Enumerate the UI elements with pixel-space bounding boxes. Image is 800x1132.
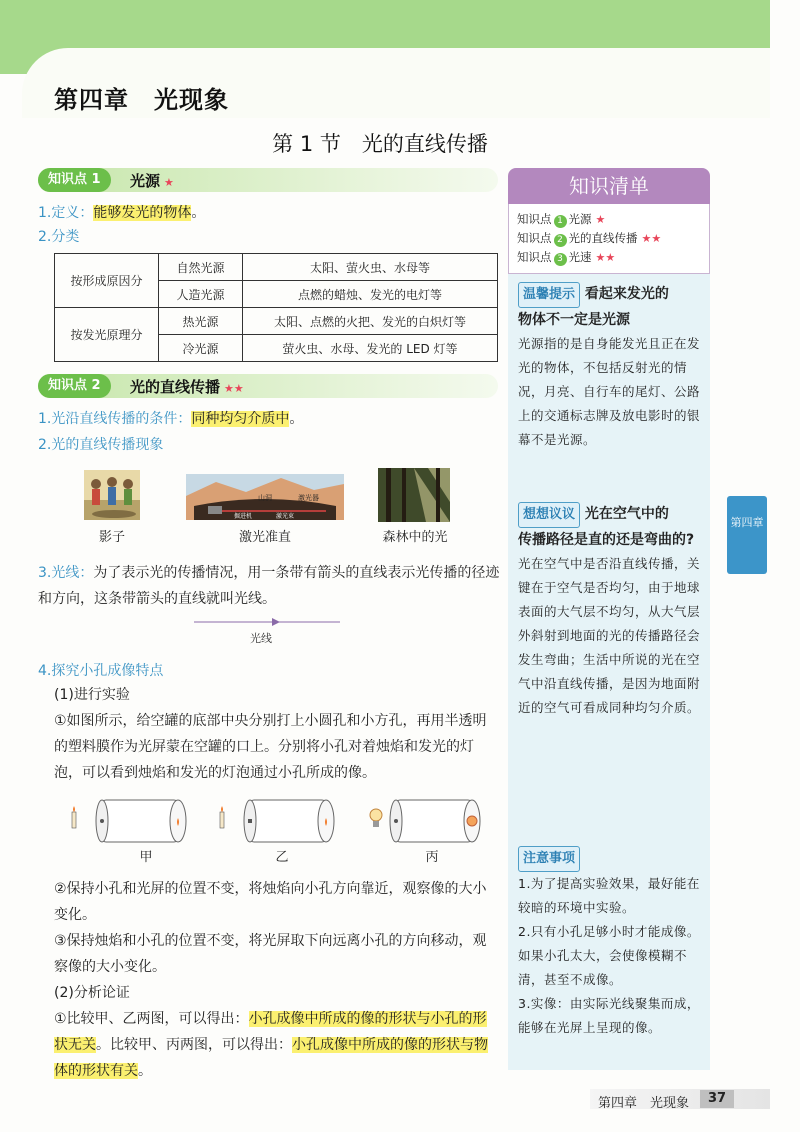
list-item-label: 知识点 [517,212,552,226]
think-box [518,502,708,720]
experiment-step-2: ②保持小孔和光屏的位置不变，将烛焰向小孔方向靠近，观察像的大小变化。 [54,881,487,923]
star-icon: ★★ [224,382,244,395]
tip-box [518,282,708,452]
list-item-label: 知识点 [517,250,552,264]
experiment-step-heading: (1)进行实验 [54,687,130,703]
laser-tunnel-image [186,474,344,520]
light-ray-caption: 光线 [250,632,272,645]
list-item-text: 光源 [568,212,592,226]
note-item: 1.为了提高实验效果，最好能在较暗的环境中实验。 [518,876,700,915]
note-tag: 注意事项 [518,846,580,872]
analysis-conclusion [54,1006,500,1084]
note-heading [518,846,708,872]
star-icon: ★★ [595,251,616,264]
table-cell: 人造光源 [159,281,243,308]
kp2-title-text: 光的直线传播 [130,378,221,396]
figure-c [370,800,480,842]
kp2-badge: 知识点 2 [38,374,111,398]
list-item-text: 光的直线传播 [568,231,638,245]
think-heading-b: 传播路径是直的还是弯曲的? [518,532,695,548]
knowledge-list-items [508,204,710,274]
table-cell: 太阳、点燃的火把、发光的白炽灯等 [243,308,498,335]
tip-tag: 温馨提示 [518,282,580,308]
kp2-bar [38,374,498,398]
experiment-title: 4.探究小孔成像特点 [38,663,164,679]
table-cell: 点燃的蜡烛、发光的电灯等 [243,281,498,308]
star-icon: ★ [595,213,606,226]
note-box [518,846,708,1040]
condition-line [38,408,303,428]
table-cell: 热光源 [159,308,243,335]
laser-label-machine: 掘进机 [234,513,253,520]
tip-heading-a: 看起来发光的 [584,286,669,302]
condition-end: 。 [289,411,304,427]
think-heading-a: 光在空气中的 [584,506,669,522]
classification-label: 2.分类 [38,229,80,245]
table-group-cell: 按发光原理分 [55,308,159,362]
list-item-number: 1 [554,215,567,228]
table-cell: 萤火虫、水母、发光的 LED 灯等 [243,335,498,362]
knowledge-list-title: 知识清单 [508,168,710,204]
forest-caption: 森林中的光 [382,530,448,545]
figure-a-label: 甲 [139,850,153,865]
condition-value: 同种均匀介质中 [191,411,290,427]
table-row [55,254,498,281]
analysis-heading: (2)分析论证 [54,985,130,1001]
footer-title: 第四章 光现象 [598,1096,690,1111]
table-cell: 自然光源 [159,254,243,281]
list-item-number: 3 [554,253,567,266]
tip-body: 光源指的是自身能发光且正在发光的物体，不包括反射光的情况，月亮、自行车的尾灯、公路上的交通标志牌及放电影时的银幕不是光源。 [518,336,701,447]
laser-label-beam: 激光束 [276,513,295,520]
conclusion-highlight-2: 小孔成像中所成的像的形状与物体的形状有关 [54,1037,488,1079]
kp1-badge: 知识点 1 [38,168,111,192]
list-item-text: 光速 [568,250,592,264]
table-cell: 冷光源 [159,335,243,362]
figure-b-label: 乙 [275,850,289,865]
think-body: 光在空气中是否沿直线传播，关键在于空气是否均匀，由于地球表面的大气层不均匀，从大气层外斜射到地面的光的传播路径会发生弯曲；生活中所说的光在空气中沿直线传播，是因为地面附近的空气可看成同种均匀介质。 [518,556,701,715]
figure-a [72,800,186,842]
light-ray-arrow [194,616,344,628]
knowledge-list [508,168,710,274]
pinhole-figure [66,796,516,848]
note-item: 2.只有小孔足够小时才能成像。如果小孔太大，会使像模糊不清，甚至不成像。 [518,924,700,987]
list-item-label: 知识点 [517,231,552,245]
tip-heading [518,282,708,308]
forest-light-image [378,468,450,522]
laser-label-cave: 山洞 [258,494,272,502]
definition-value: 能够发光的物体 [93,205,192,221]
definition-line [38,202,205,222]
experiment-step-1: ①如图所示，给空罐的底部中央分别打上小圆孔和小方孔，再用半透明的塑料膜作为光屏蒙在空罐的口上。分别将小孔对着烛焰和发光的灯泡，可以看到烛焰和发光的灯泡通过小孔所成的像。 [54,713,487,781]
think-heading [518,502,708,528]
light-ray-label: 3.光线： [38,565,94,581]
shadow-caption: 影子 [98,530,125,545]
conclusion-intro: ①比较甲、乙两图，可以得出： [54,1011,249,1027]
light-source-table [54,253,498,362]
laser-caption: 激光准直 [238,530,291,545]
kp1-title [130,170,174,191]
star-icon: ★★ [641,232,662,245]
think-tag: 想想议议 [518,502,580,528]
table-group-cell: 按形成原因分 [55,254,159,308]
definition-end: 。 [191,205,206,221]
list-item [517,229,701,248]
light-ray-text: 为了表示光的传播情况，用一条带有箭头的直线表示光传播的径迹和方向，这条带箭头的直线就叫光线。 [38,565,500,607]
laser-label-device: 激光器 [298,494,319,502]
kp2-title [130,376,244,397]
phenomena-label: 2.光的直线传播现象 [38,437,164,453]
section-title: 第 1 节 光的直线传播 [272,132,488,156]
kp1-title-text: 光源 [130,172,161,190]
list-item [517,210,701,229]
list-item [517,248,701,267]
figure-b [220,800,334,842]
list-item-number: 2 [554,234,567,247]
conclusion-middle: 。比较甲、丙两图，可以得出： [96,1037,292,1053]
condition-label: 1.光沿直线传播的条件： [38,411,192,427]
chapter-tab[interactable]: 第四章 [727,496,767,574]
conclusion-end: 。 [138,1063,152,1079]
shadow-image [84,470,140,520]
light-ray-definition [38,560,500,612]
definition-label: 1.定义： [38,205,94,221]
star-icon: ★ [164,176,174,189]
chapter-title: 第四章 光现象 [54,86,229,114]
conclusion-highlight-1: 小孔成像中所成的像的形状与小孔的形状无关 [54,1011,487,1053]
table-cell: 太阳、萤火虫、水母等 [243,254,498,281]
table-row [55,308,498,335]
page-number: 37 [700,1090,734,1108]
experiment-step-3: ③保持烛焰和小孔的位置不变，将光屏取下向远离小孔的方向移动，观察像的大小变化。 [54,933,487,975]
note-item: 3.实像：由实际光线聚集而成，能够在光屏上呈现的像。 [518,996,700,1035]
tip-heading-b: 物体不一定是光源 [518,312,630,328]
figure-c-label: 丙 [425,850,439,865]
kp1-bar [38,168,498,192]
